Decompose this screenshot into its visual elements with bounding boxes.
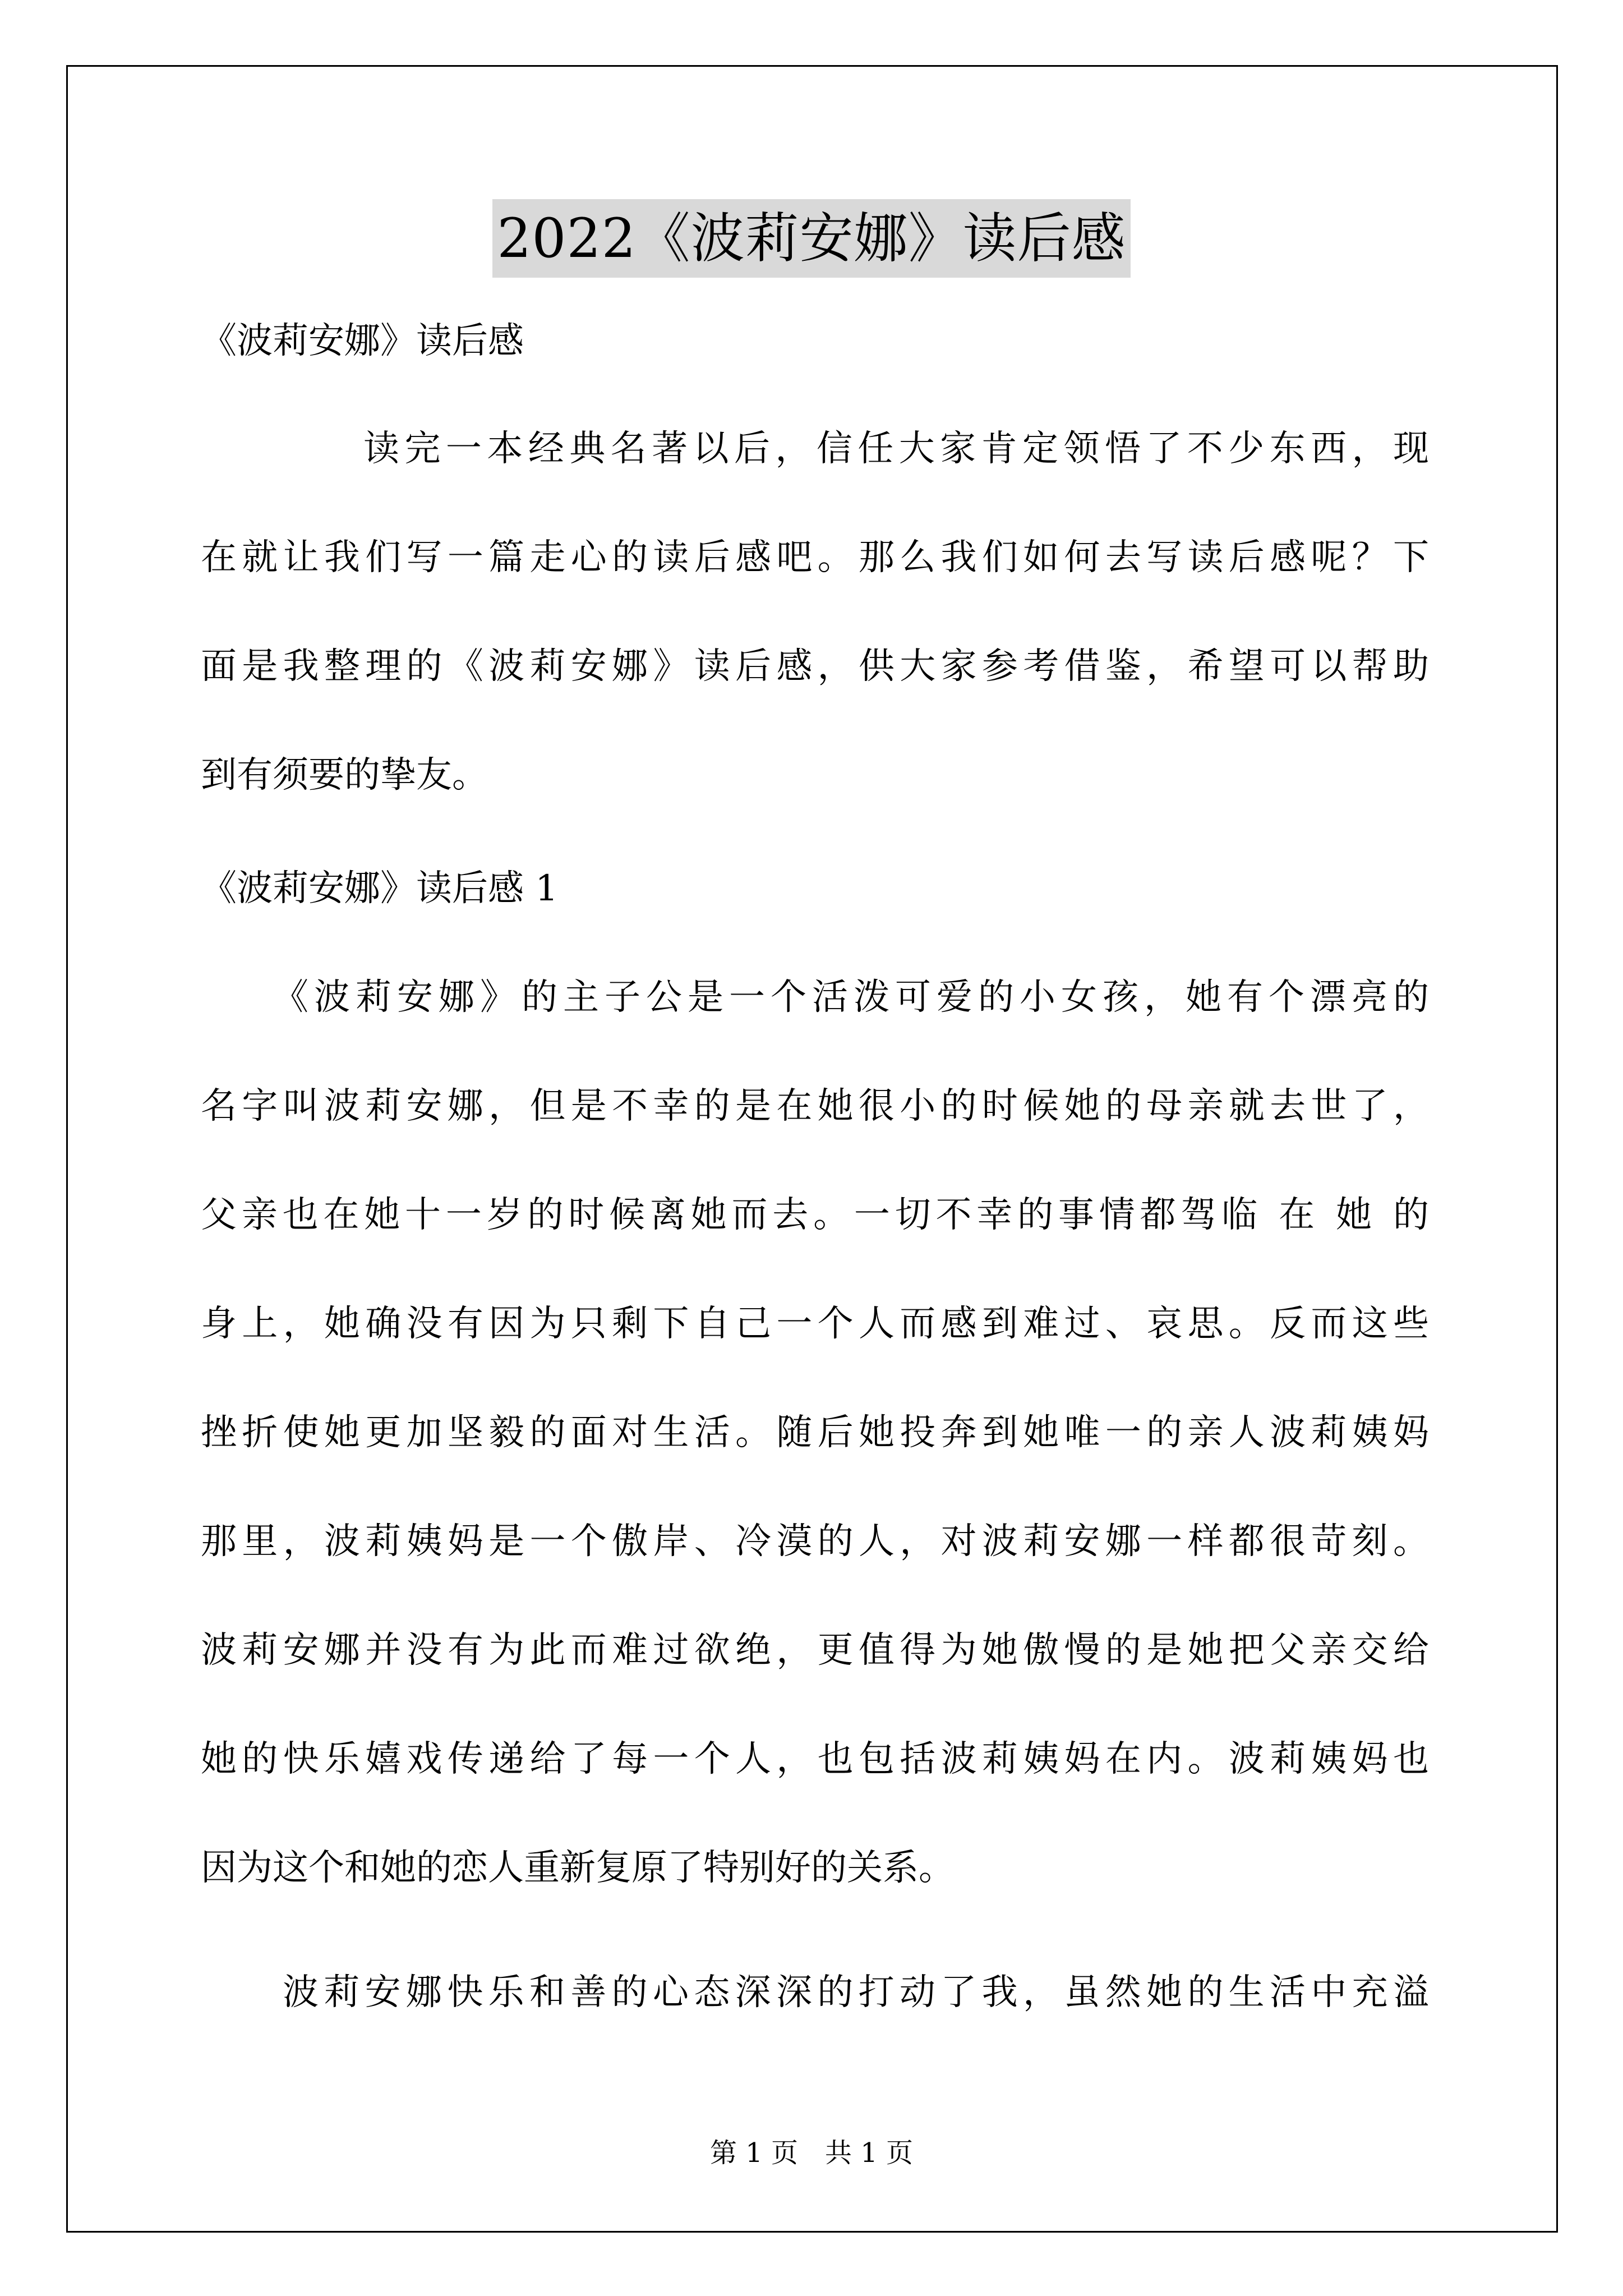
title-container: [0, 199, 1623, 278]
paragraph-1-line-7: 波莉安娜并没有为此而难过欲绝，更值得为她傲慢的是她把父亲交给: [201, 1630, 1429, 1671]
intro-paragraph: [201, 422, 1429, 802]
document-subtitle: [201, 314, 1429, 368]
paragraph-1-line-4: 身上，她确没有因为只剩下自己一个人而感到难过、哀思。反而这些: [201, 1303, 1429, 1345]
intro-line-4: 到有须要的挚友。: [201, 754, 488, 796]
document-title: 2022《波莉安娜》读后感: [492, 199, 1130, 278]
paragraph-1-line-5: 挫折使她更加坚毅的面对生活。随后她投奔到她唯一的亲人波莉姨妈: [201, 1412, 1429, 1453]
paragraph-2-line-1: 波莉安娜快乐和善的心态深深的打动了我，虽然她的生活中充溢: [283, 1972, 1429, 2013]
section-heading-text: 《波莉安娜》读后感 1: [201, 868, 559, 909]
paragraph-1-line-2: 名字叫波莉安娜，但是不幸的是在她很小的时候她的母亲就去世了，: [201, 1085, 1429, 1127]
page-number-label: 第 1 页 共 1 页: [709, 2137, 914, 2169]
paragraph-1-line-6: 那里，波莉姨妈是一个傲岸、冷漠的人，对波莉安娜一样都很苛刻。: [201, 1521, 1429, 1562]
section-heading: [201, 862, 1429, 915]
paragraph-1-line-3: 父亲也在她十一岁的时候离她而去。一切不幸的事情都驾临 在 她 的: [201, 1194, 1429, 1236]
paragraph-1-line-8: 她的快乐嬉戏传递给了每一个人，也包括波莉姨妈在内。波莉姨妈也: [201, 1738, 1429, 1780]
page-footer: [0, 2136, 1623, 2170]
intro-line-1: 读完一本经典名著以后，信任大家肯定领悟了不少东西，现: [363, 428, 1429, 470]
paragraph-1-line-9: 因为这个和她的恋人重新复原了特别好的关系。: [201, 1847, 955, 1889]
intro-line-3: 面是我整理的《波莉安娜》读后感，供大家参考借鉴，希望可以帮助: [201, 646, 1429, 687]
subtitle-line: 《波莉安娜》读后感: [201, 320, 524, 362]
intro-line-2: 在就让我们写一篇走心的读后感吧。那么我们如何去写读后感呢？下: [201, 537, 1429, 578]
paragraph-1-line-1: 《波莉安娜》的主子公是一个活泼可爱的小女孩，她有个漂亮的: [273, 977, 1429, 1018]
paragraph-1: [201, 970, 1429, 1895]
paragraph-2: [201, 1966, 1429, 2019]
